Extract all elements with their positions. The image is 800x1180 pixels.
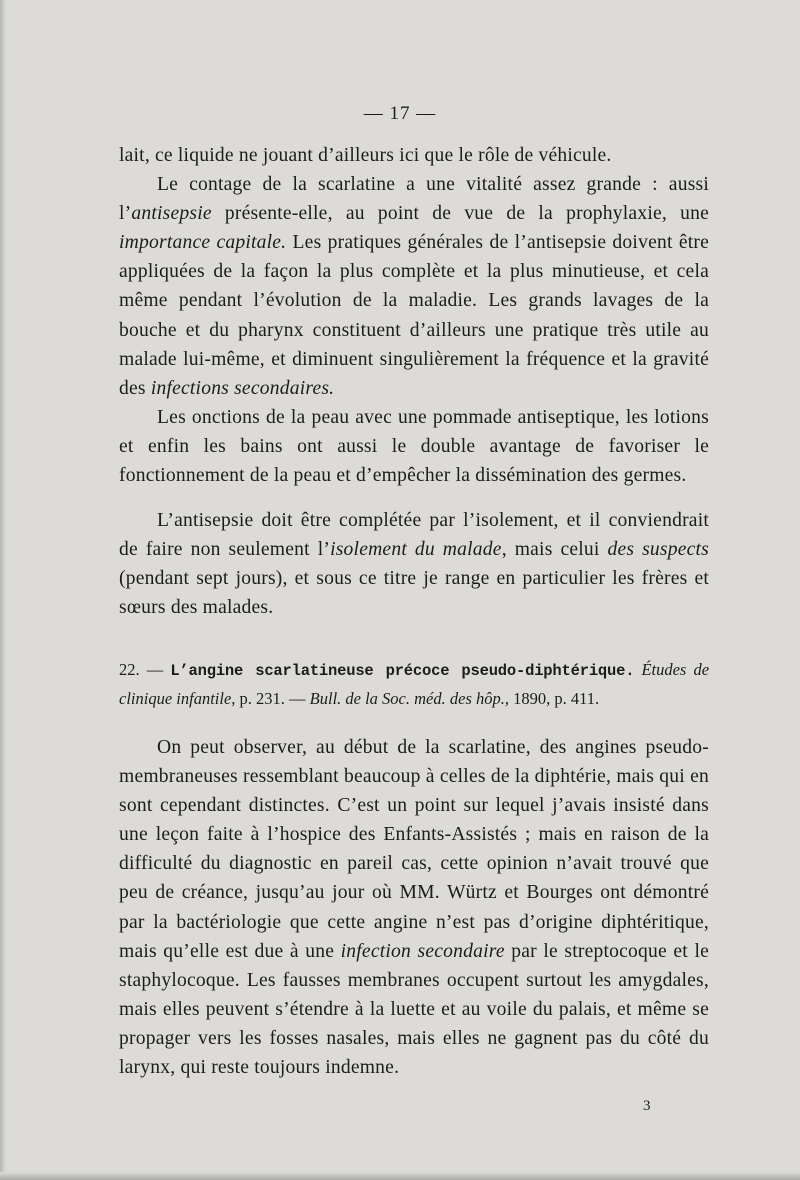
page-edge-bottom	[0, 1172, 800, 1180]
section-number: 22.	[119, 660, 140, 679]
emphasis-infections: infections secondaires.	[150, 377, 335, 399]
text-block-isolement	[119, 506, 709, 622]
reference-etudes: Études de clinique infantile,	[119, 660, 710, 708]
page-number-header: — 17 —	[363, 103, 437, 124]
emphasis-suspects: des suspects	[607, 539, 709, 561]
emphasis-infection-secondaire: infection secondaire	[340, 940, 505, 962]
reference-bulletin: Bull. de la Soc. méd. des hôp.,	[309, 689, 509, 708]
paragraph-contage: Le contage de la scarlatine a une vitalité assez grande : aussi l’antisepsie présente-elle, au point de vue de la prophylaxie, une importance capitale. Les pratiques générales de l’antisepsie doivent être appliquées de la façon la plus complète et la plus minutieuse, et cela même pendant l’évolution de la maladie. Les grands lavages de la bouche et du pharynx constituent d’ailleurs une pratique très utile au malade lui-même, et diminuent singulièrement la fréquence et la gravité des infections secondaires.	[119, 174, 709, 399]
section-heading-22: 22. — L’angine scarlatineuse précoce pseudo-diphtérique. Études de clinique infantile, p. 231. — Bull. de la Soc. méd. des hôp., 1890, p. 411.	[119, 660, 710, 708]
paragraph-angine: On peut observer, au début de la scarlatine, des angines pseudo-membraneuses ressemblant beaucoup à celles de la diphtérie, mais qui en sont cependant distinctes. C’est un point sur lequel j’avais insisté dans une leçon faite à l’hospice des Enfants-Assistés ; mais en raison de la difficulté du diagnostic en pareil cas, cette opinion n’avait trouvé que peu de créance, jusqu’au jour où MM. Würtz et Bourges ont démontré par la bactériologie que cette angine n’est pas d’origine diphtéritique, mais qu’elle est due à une infection secondaire par le streptocoque et le staphylocoque. Les fausses membranes occupent surtout les amygdales, mais elles peuvent s’étendre à la luette et au voile du palais, et même se propager vers les fosses nasales, mais elles ne gagnent pas du côté du larynx, qui reste toujours indemne.	[119, 737, 709, 1079]
signature-mark: 3	[643, 1098, 651, 1114]
text-block-angine	[119, 733, 709, 1082]
emphasis-isolement: isolement du malade	[330, 539, 502, 561]
paragraph-isolement: L’antisepsie doit être complétée par l’isolement, et il conviendrait de faire non seulement l’isolement du malade, mais celui des suspects (pendant sept jours), et sous ce titre je range en particulier les frères et sœurs des malades.	[119, 510, 709, 619]
paragraph-onctions: Les onctions de la peau avec une pommade antiseptique, les lotions et enfin les bains ont aussi le double avantage de favoriser le fonctionnement de la peau et d’empêcher la dissémination des germes.	[119, 406, 709, 487]
paragraph-continuation: lait, ce liquide ne jouant d’ailleurs ici que le rôle de véhicule.	[119, 145, 612, 166]
emphasis-importance: importance capitale.	[119, 232, 287, 254]
emphasis-antisepsie: antisepsie	[131, 203, 212, 225]
page-edge-left	[0, 0, 6, 1180]
text-block-antisepsie	[119, 141, 709, 490]
section-title: L’angine scarlatineuse précoce pseudo-diphtérique.	[170, 662, 635, 680]
